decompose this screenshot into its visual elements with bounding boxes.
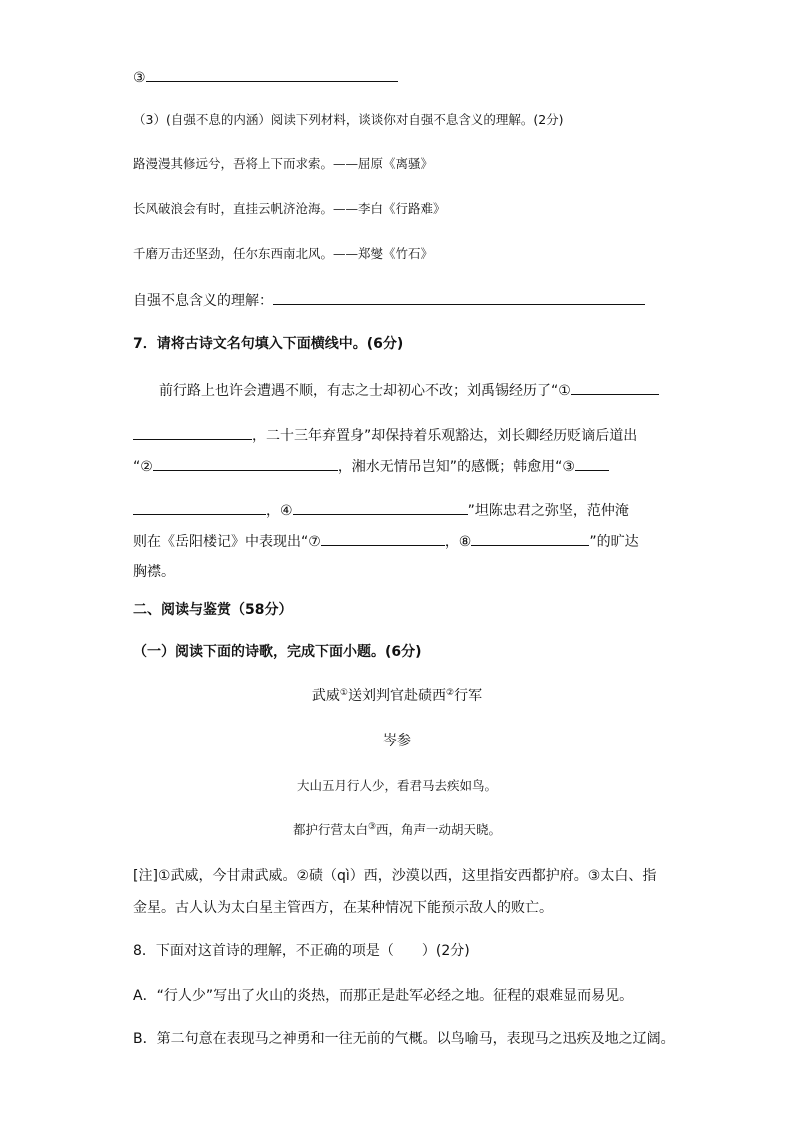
q6-3-prompt: （3）(自强不息的内涵）阅读下列材料，谈谈你对自强不息含义的理解。(2分): [133, 112, 564, 127]
answer-blank-2[interactable]: [153, 455, 338, 471]
answer-label: 自强不息含义的理解：: [133, 293, 273, 309]
answer-blank-1[interactable]: [571, 379, 659, 395]
q6-item3-line: [133, 66, 398, 88]
poem-text: 西，角声一动胡天晓。: [376, 822, 502, 837]
section2-sub1-title: （一）阅读下面的诗歌，完成下面小题。(6分): [133, 644, 422, 660]
q7-text: ，④: [266, 503, 293, 519]
poem-title: [0, 686, 794, 706]
answer-blank-1-cont[interactable]: [133, 424, 252, 440]
q7-line5: [133, 530, 639, 552]
quote-zheng-xie: 千磨万击还坚劲，任尔东西南北风。——郑燮《竹石》: [133, 246, 434, 261]
answer-blank-3[interactable]: [575, 455, 609, 471]
q7-line3: [133, 455, 609, 477]
q7-text: ”坦陈忠君之弥坚，范仲淹: [467, 503, 629, 519]
q7-text: 前行路上也许会遭遇不顺，有志之士却初心不改；刘禹锡经历了“①: [159, 383, 571, 399]
answer-blank[interactable]: [273, 289, 645, 305]
poem-note-1: [注]①武威，今甘肃武威。②碛（qì）西，沙漠以西，这里指安西都护府。③太白、指: [133, 868, 657, 884]
answer-blank-3-cont[interactable]: [133, 499, 266, 515]
q7-text: “②: [133, 459, 153, 475]
section2-title: 二、阅读与鉴赏（58分）: [133, 602, 293, 618]
quote-li-bai: 长风破浪会有时，直挂云帆济沧海。——李白《行路难》: [133, 201, 446, 216]
footnote-marker: ③: [367, 822, 377, 832]
q7-text: ，湘水无情吊岂知”的感慨；韩愈用“③: [337, 459, 575, 475]
q7-line4: [133, 499, 629, 521]
q8-question: 8．下面对这首诗的理解，不正确的项是（ ）(2分): [133, 943, 470, 959]
answer-blank-7[interactable]: [321, 530, 445, 546]
answer-blank-8[interactable]: [471, 530, 589, 546]
poem-title-text: 行军: [454, 688, 483, 704]
q7-line2: [133, 424, 637, 446]
q7-line1: [159, 379, 659, 401]
answer-blank-4[interactable]: [293, 499, 468, 515]
q8-option-a[interactable]: A．“行人少”写出了火山的炎热，而那正是赴军必经之地。征程的艰难显而易见。: [133, 988, 634, 1004]
q7-title: 7．请将古诗文名句填入下面横线中。(6分): [133, 336, 404, 352]
q6-3-answer-line: [133, 289, 645, 311]
poem-line-2: [0, 820, 794, 840]
circle-number-3: ③: [133, 70, 146, 86]
q7-line6: 胸襟。: [133, 564, 175, 580]
q7-text: 则在《岳阳楼记》中表现出“⑦: [133, 534, 321, 550]
q7-text: ，二十三年弃置身”却保持着乐观豁达，刘长卿经历贬谪后道出: [252, 428, 638, 444]
footnote-marker: ①: [339, 688, 348, 698]
footnote-marker: ②: [446, 688, 455, 698]
q7-text: ，⑧: [444, 534, 472, 550]
poem-author: 岑参: [383, 733, 411, 749]
q8-option-b[interactable]: B．第二句意在表现马之神勇和一往无前的气概。以鸟喻马，表现马之迅疾及地之辽阔。: [133, 1031, 675, 1047]
poem-line-1: 大山五月行人少，看君马去疾如鸟。: [296, 778, 497, 793]
answer-blank[interactable]: [146, 66, 398, 82]
quote-qu-yuan: 路漫漫其修远兮，吾将上下而求索。——屈原《离骚》: [133, 156, 434, 171]
poem-title-text: 送刘判官赴碛西: [348, 688, 446, 704]
poem-title-text: 武威: [311, 688, 340, 704]
poem-text: 都护行营太白: [292, 822, 368, 837]
q7-text: ”的旷达: [589, 534, 639, 550]
poem-note-2: 金星。古人认为太白星主管西方，在某种情况下能预示敌人的败亡。: [133, 900, 553, 916]
